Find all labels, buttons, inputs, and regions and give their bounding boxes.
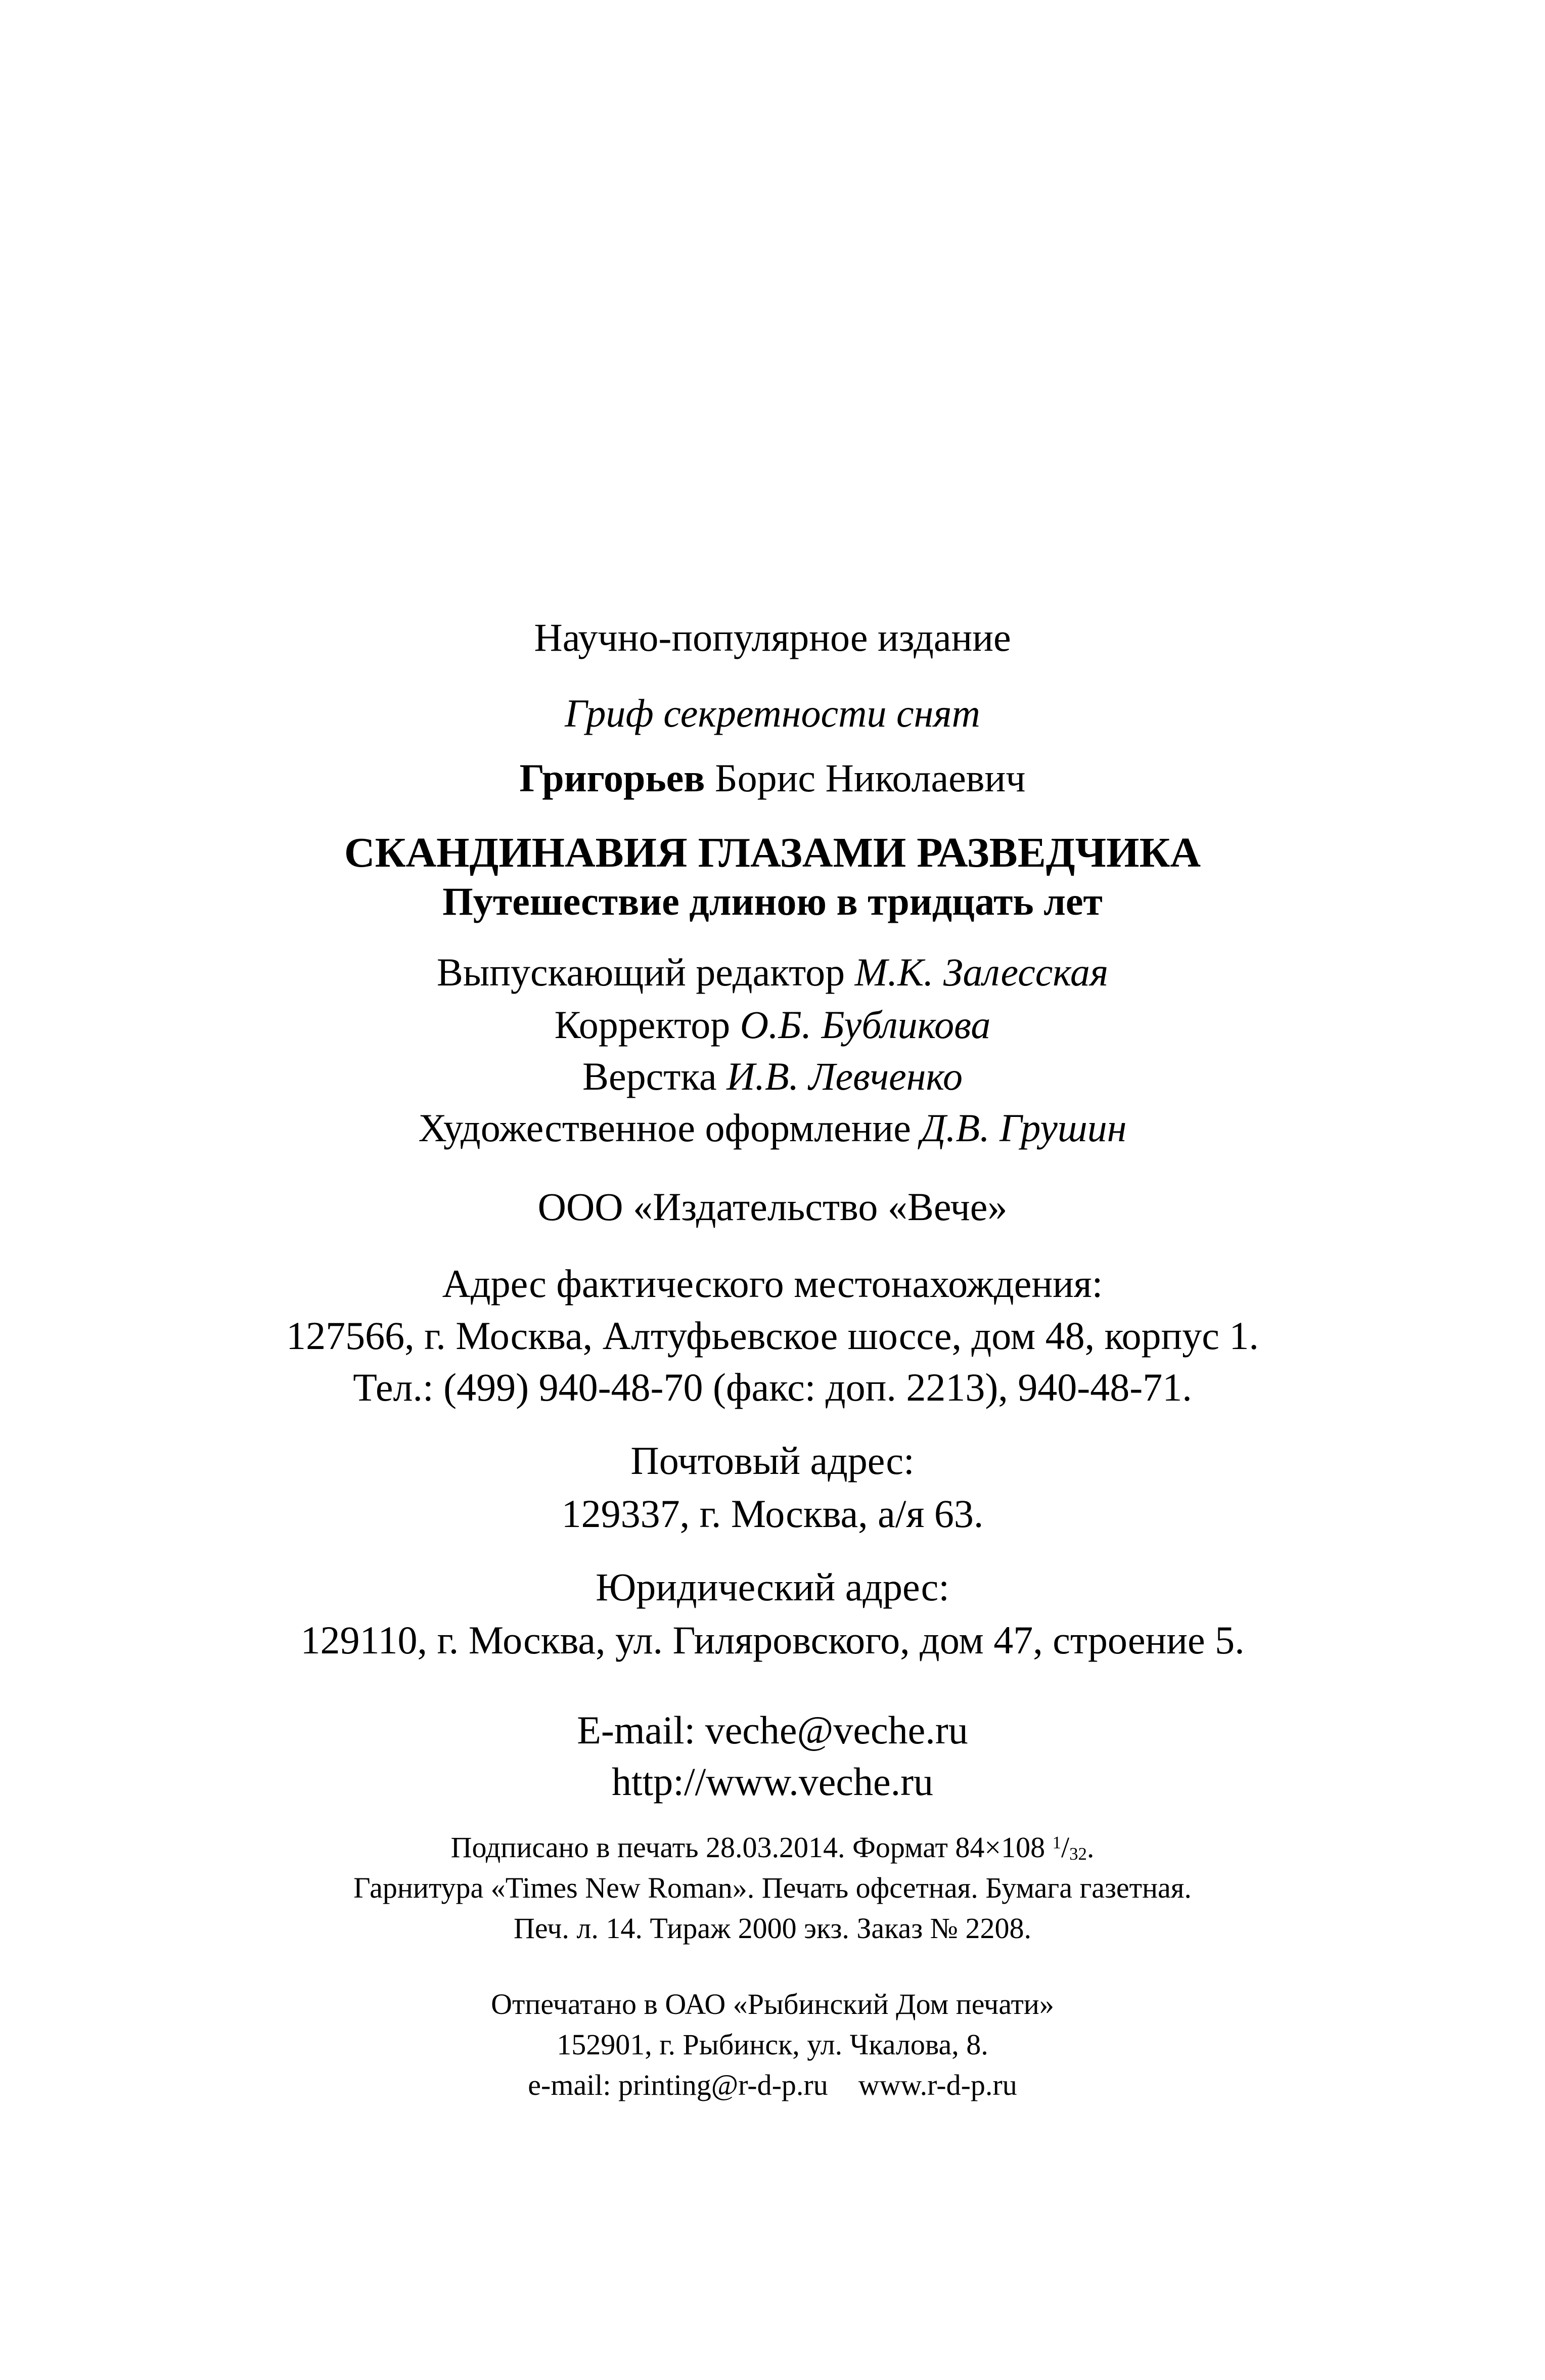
publisher-name: ООО «Издательство «Вече» — [537, 1185, 1008, 1229]
postal-address-line: 129337, г. Москва, а/я 63. — [561, 1492, 984, 1536]
format-denominator: 32 — [1069, 1844, 1087, 1864]
credit-name: Д.В. Грушин — [921, 1106, 1127, 1150]
printer-address: 152901, г. Рыбинск, ул. Чкалова, 8. — [557, 2028, 988, 2061]
publisher-email: E-mail: veche@veche.ru — [577, 1708, 968, 1752]
edition-type: Научно-популярное издание — [534, 615, 1011, 659]
credit-role: Верстка — [582, 1054, 717, 1098]
book-title: СКАНДИНАВИЯ ГЛАЗАМИ РАЗВЕДЧИКА — [344, 829, 1201, 876]
typeface-info: Гарнитура «Times New Roman». Печать офсетная. Бумага газетная. — [353, 1871, 1192, 1904]
printer-name: Отпечатано в ОАО «Рыбинский Дом печати» — [491, 1988, 1054, 2020]
format-numerator: 1 — [1052, 1832, 1061, 1853]
legal-address-line: 129110, г. Москва, ул. Гиляровского, дом 47, строение 5. — [300, 1618, 1245, 1662]
postal-address-heading: Почтовый адрес: — [630, 1439, 915, 1483]
credit-role: Корректор — [554, 1003, 731, 1047]
author-surname: Григорьев — [519, 756, 705, 800]
author — [0, 758, 1545, 798]
credit-line — [0, 1054, 1545, 1098]
series-title: Гриф секретности снят — [565, 691, 980, 735]
legal-address-heading: Юридический адрес: — [596, 1565, 949, 1609]
credit-line — [0, 950, 1545, 994]
printer-contacts — [0, 2071, 1545, 2100]
credit-name: И.В. Левченко — [726, 1054, 963, 1098]
actual-address-line: 127566, г. Москва, Алтуфьевское шоссе, дом 48, корпус 1. — [286, 1314, 1259, 1358]
actual-address-heading: Адрес фактического местонахождения: — [442, 1262, 1103, 1306]
signed-for-print: Подписано в печать 28.03.2014. Формат 84×108 $^1$/32. — [450, 1831, 1095, 1864]
credit-role: Художественное оформление — [418, 1106, 911, 1150]
publisher-website: http://www.veche.ru — [611, 1760, 934, 1804]
print-run-info: Печ. л. 14. Тираж 2000 экз. Заказ № 2208. — [514, 1912, 1031, 1945]
printer-email: e-mail: printing@r-d-p.ru — [528, 2069, 828, 2101]
print-date-format: Подписано в печать 28.03.2014. Формат 84×108 — [450, 1831, 1046, 1864]
format-end: . — [1086, 1831, 1095, 1864]
credit-line — [0, 1108, 1545, 1148]
printer-website: www.r-d-p.ru — [858, 2069, 1017, 2101]
credit-role: Выпускающий редактор — [436, 950, 845, 994]
phone-line: Тел.: (499) 940-48-70 (факс: доп. 2213), 940-48-71. — [353, 1365, 1192, 1409]
credit-line — [0, 1005, 1545, 1045]
credit-name: М.К. Залесская — [854, 950, 1109, 994]
credit-name: О.Б. Бубликова — [740, 1003, 991, 1047]
book-subtitle: Путешествие длиною в тридцать лет — [442, 879, 1103, 923]
author-given-names: Борис Николаевич — [714, 756, 1026, 800]
